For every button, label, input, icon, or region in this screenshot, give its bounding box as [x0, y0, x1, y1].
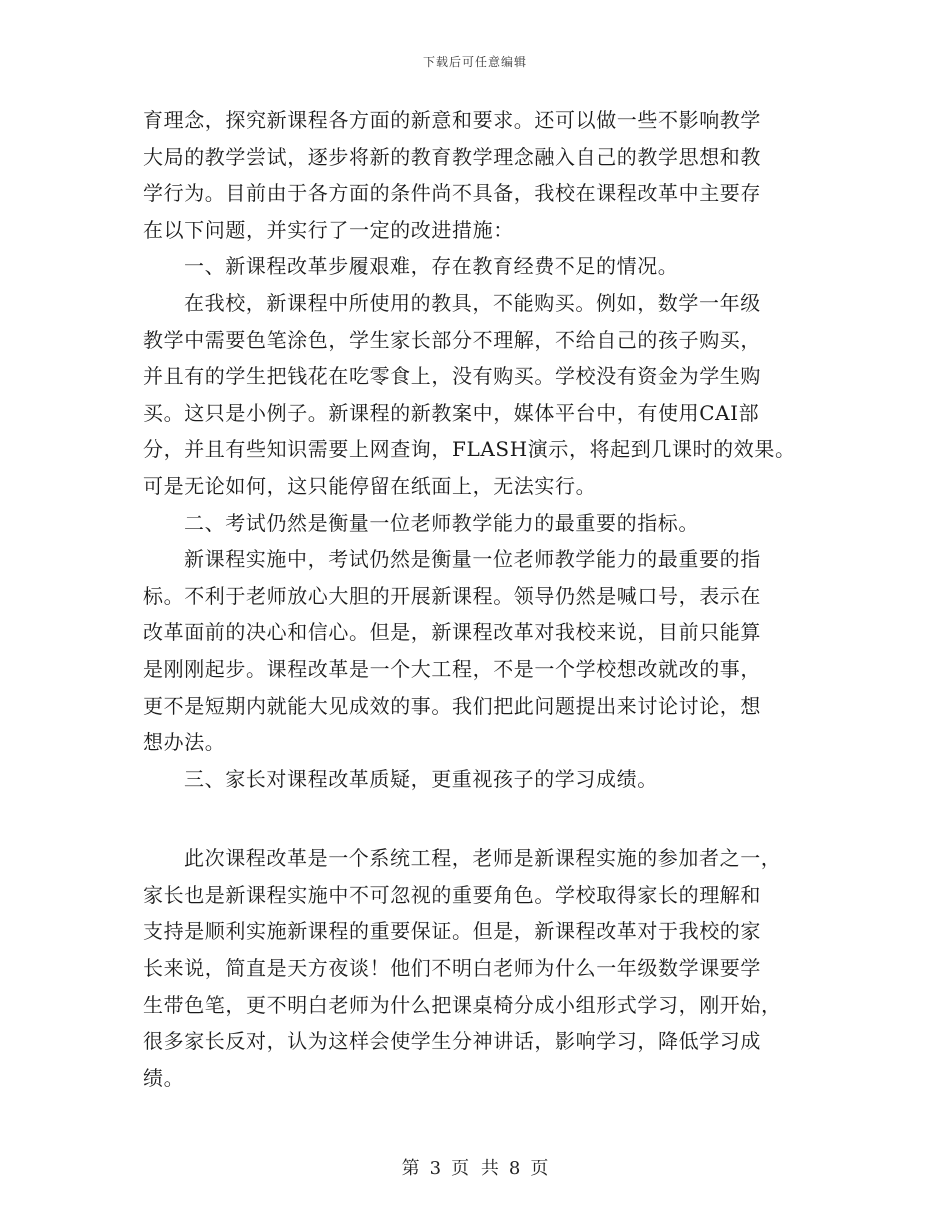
text-line: 可是无论如何，这只能停留在纸面上，无法实行。: [143, 473, 597, 498]
text-line: 改革面前的决心和信心。但是，新课程改革对我校来说，目前只能算: [143, 620, 761, 645]
text-line: 想办法。: [143, 730, 226, 755]
text-line: 支持是顺利实施新课程的重要保证。但是，新课程改革对于我校的家: [143, 919, 761, 944]
text-line: 家长也是新课程实施中不可忽视的重要角色。学校取得家长的理解和: [143, 882, 761, 907]
text-line: 三、家长对课程改革质疑，更重视孩子的学习成绩。: [184, 766, 658, 791]
text-line: 买。这只是小例子。新课程的新教案中，媒体平台中，有使用CAI部: [143, 400, 760, 425]
text-line: 一、新课程改革步履艰难，存在教育经费不足的情况。: [184, 254, 679, 279]
text-line: 大局的教学尝试，逐步将新的教育教学理念融入自己的教学思想和教: [143, 144, 761, 169]
text-line: 育理念，探究新课程各方面的新意和要求。还可以做一些不影响教学: [143, 108, 761, 132]
text-line: 在我校，新课程中所使用的教具，不能购买。例如，数学一年级: [184, 290, 761, 315]
text-line: 教学中需要色笔涂色，学生家长部分不理解，不给自己的孩子购买，: [143, 327, 761, 352]
footer-suffix: 页: [530, 1158, 549, 1179]
text-line: 二、考试仍然是衡量一位老师教学能力的最重要的指标。: [184, 510, 699, 535]
text-line: 长来说，简直是天方夜谈！他们不明白老师为什么一年级数学课要学: [143, 956, 761, 981]
text-line: 是刚刚起步。课程改革是一个大工程，不是一个学校想改就改的事，: [143, 656, 761, 681]
footer-prefix: 第: [401, 1158, 420, 1179]
footer-page-number: 3: [429, 1158, 442, 1179]
text-line: 很多家长反对，认为这样会使学生分神讲话，影响学习，降低学习成: [143, 1029, 761, 1054]
text-line: 在以下问题，并实行了一定的改进措施：: [143, 217, 514, 242]
text-line: 学行为。目前由于各方面的条件尚不具备，我校在课程改革中主要存: [143, 181, 761, 206]
paragraph-spacer: [143, 797, 808, 840]
text-line: 更不是短期内就能大见成效的事。我们把此问题提出来讨论讨论，想: [143, 693, 761, 718]
text-line: 生带色笔，更不明白老师为什么把课桌椅分成小组形式学习，刚开始，: [143, 992, 782, 1017]
body-text: [143, 102, 808, 1096]
footer-middle: 页 共: [451, 1158, 499, 1179]
page-header: 下载后可任意编辑: [422, 55, 527, 69]
text-line: 绩。: [143, 1065, 185, 1090]
text-line: 新课程实施中，考试仍然是衡量一位老师教学能力的最重要的指: [184, 547, 761, 572]
text-line: 此次课程改革是一个系统工程，老师是新课程实施的参加者之一，: [184, 846, 782, 871]
text-line: 并且有的学生把钱花在吃零食上，没有购买。学校没有资金为学生购: [143, 364, 761, 389]
text-line: 标。不利于老师放心大胆的开展新课程。领导仍然是喊口号，表示在: [143, 583, 761, 608]
footer-total-pages: 8: [508, 1158, 521, 1179]
page-footer: [0, 1154, 950, 1180]
text-line: 分，并且有些知识需要上网查询，FLASH演示，将起到几课时的效果。: [143, 437, 796, 462]
